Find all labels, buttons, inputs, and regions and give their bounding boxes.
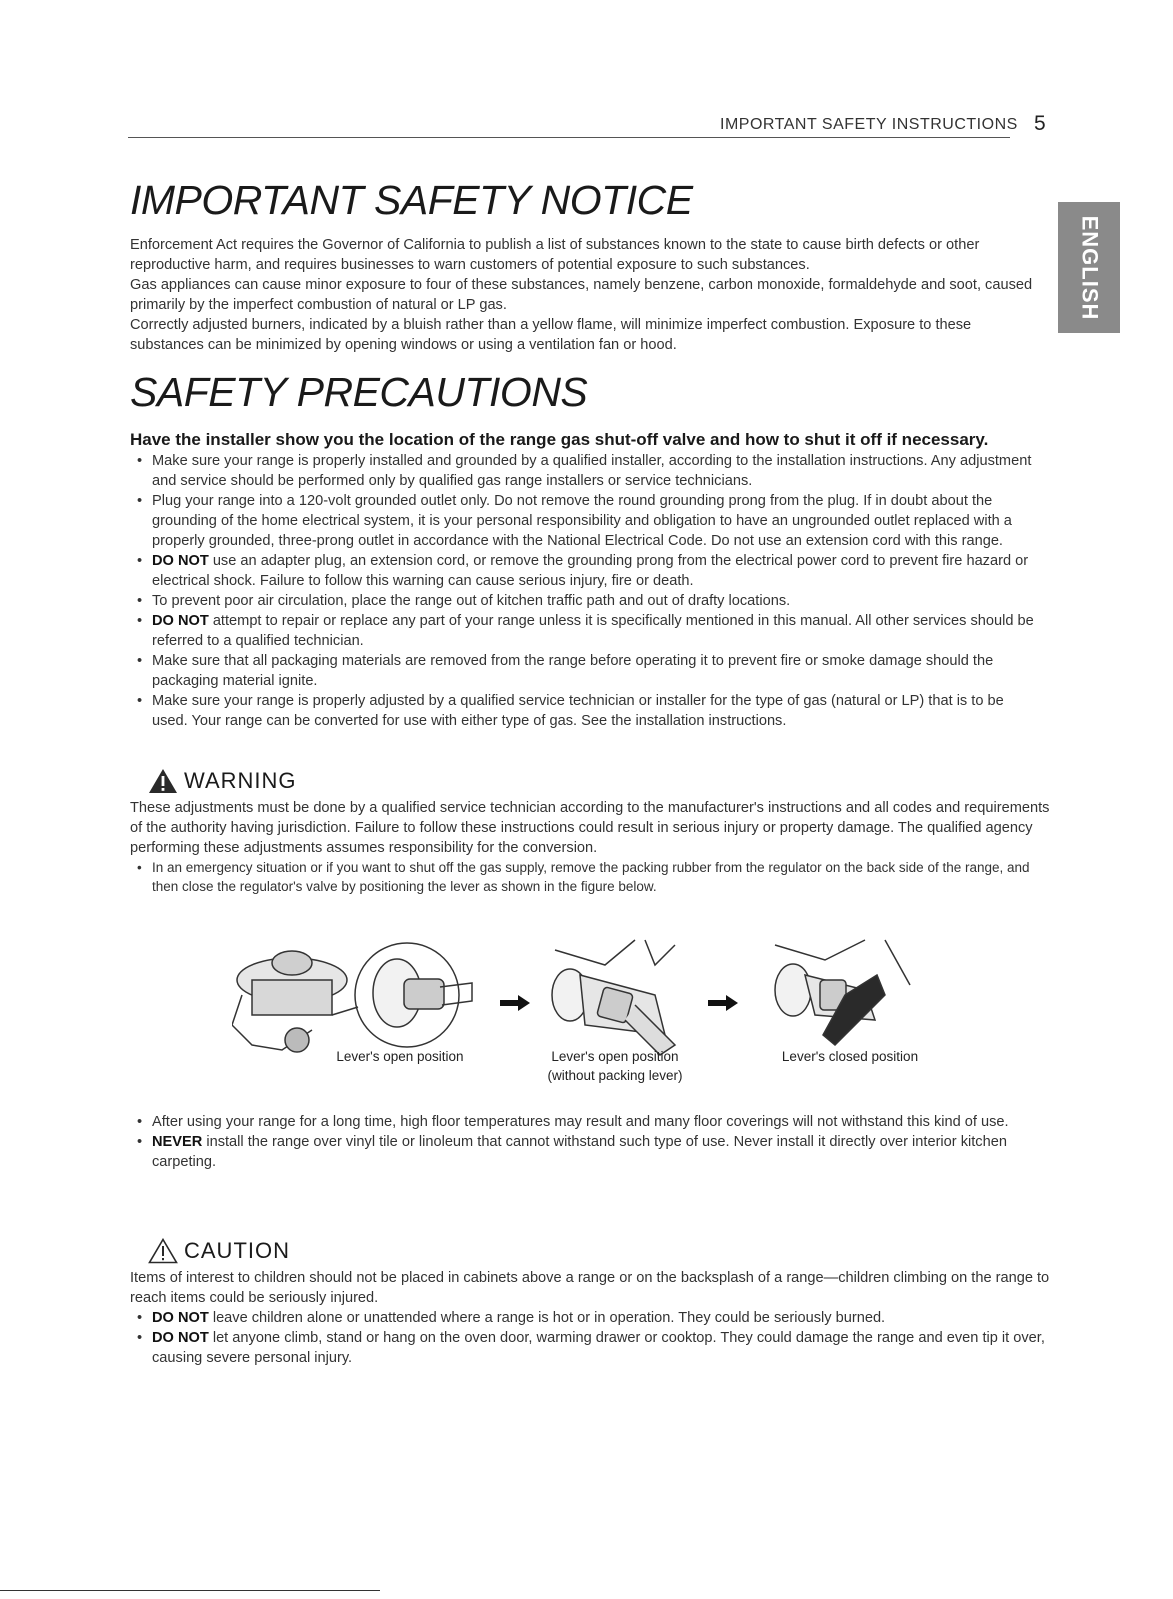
warning-icon: [148, 768, 178, 794]
caution-paragraph: Items of interest to children should not be placed in cabinets above a range or on the backsplash of a range—children climbing on the range to reach items could be seriously injured.: [130, 1270, 1050, 1306]
arrow-right-icon: [708, 995, 738, 1011]
caution-icon: [148, 1238, 178, 1264]
figure-caption: Lever's closed position: [781, 1049, 919, 1064]
regulator-open-figure: [232, 935, 487, 1065]
list-item: • Make sure your range is properly adjusted by a qualified service technician or installer for the type of gas (natural or LP) that is to be used. Your range can be converted for use with either type of gas. See the installation instructions.: [130, 691, 1040, 731]
notice-section: [130, 177, 1040, 355]
notice-paragraph: Gas appliances can cause minor exposure to four of these substances, namely benzene, carbon monoxide, formaldehyde and soot, caused primarily by the imperfect combustion of natural or LP gas.: [130, 277, 1033, 313]
figure-caption: Lever's open position: [336, 1049, 464, 1064]
floor-notes-list: [130, 1112, 1030, 1172]
list-item: • DO NOT attempt to repair or replace any part of your range unless it is specifically mentioned in this manual. All other services should be referred to a qualified technician.: [130, 611, 1040, 651]
lever-closed-figure: [765, 935, 920, 1055]
list-item: • DO NOT use an adapter plug, an extension cord, or remove the grounding prong from the electrical power cord to prevent fire hazard or electrical shock. Failure to follow this warning can cause serious injury, fire or death.: [130, 551, 1040, 591]
page-number: 5: [1034, 112, 1046, 135]
figure-caption: Lever's open position (without packing lever): [547, 1049, 683, 1083]
list-item: • NEVER install the range over vinyl tile or linoleum that cannot withstand such type of use. Never install it directly over interior kitchen carpeting.: [130, 1132, 1030, 1172]
notice-heading: IMPORTANT SAFETY NOTICE: [130, 177, 693, 223]
caution-list: [130, 1308, 1050, 1368]
language-tab-label: ENGLISH: [1077, 215, 1103, 320]
notice-paragraph: Enforcement Act requires the Governor of California to publish a list of substances known to the state to cause birth defects or other reproductive harm, and requires businesses to warn customers of potential exposure to such substances.: [130, 237, 980, 273]
list-item: • In an emergency situation or if you want to shut off the gas supply, remove the packing rubber from the regulator on the back side of the range, and then close the regulator's valve by positioning the lever as shown in the figure below.: [130, 858, 1050, 896]
list-item: • To prevent poor air circulation, place the range out of kitchen traffic path and out of drafty locations.: [130, 591, 1040, 611]
language-tab: [1058, 202, 1120, 333]
precautions-list: [130, 451, 1040, 731]
notice-paragraph: Correctly adjusted burners, indicated by a bluish rather than a yellow flame, will minimize imperfect combustion. Exposure to these substances can be minimized by opening windows or using a ventilation fan or hood.: [130, 317, 972, 353]
precautions-subheading: Have the installer show you the location of the range gas shut-off valve and how to shut it off if necessary.: [130, 430, 989, 449]
list-item: • Plug your range into a 120-volt grounded outlet only. Do not remove the round grounding prong from the plug. If in doubt about the grounding of the home electrical system, it is your personal responsibility and obligation to have an ungrounded outlet replaced with a properly grounded, three-prong outlet in accordance with the National Electrical Code. Do not use an extension cord with this range.: [130, 491, 1040, 551]
lever-open-figure: [545, 935, 695, 1060]
floor-notes: [130, 1112, 1030, 1172]
arrow-right-icon: [500, 995, 530, 1011]
list-item: • Make sure your range is properly installed and grounded by a qualified installer, according to the installation instructions. Any adjustment and service should be performed only by qualified gas range installers or service technicians.: [130, 451, 1040, 491]
precautions-section: [130, 369, 1040, 731]
page-bottom-rule: [0, 1590, 380, 1591]
caution-title: CAUTION: [148, 1238, 1050, 1264]
warning-list: [130, 858, 1050, 896]
running-header: IMPORTANT SAFETY INSTRUCTIONS: [720, 116, 1018, 133]
list-item: • After using your range for a long time, high floor temperatures may result and many floor coverings will not withstand this kind of use.: [130, 1112, 1030, 1132]
warning-paragraph: These adjustments must be done by a qualified service technician according to the manufacturer's instructions and all codes and requirements of the authority having jurisdiction. Failure to follow these instructions could result in serious injury or property damage. The qualified agency performing these adjustments assumes responsibility for the conversion.: [130, 800, 1050, 856]
warning-section: [130, 768, 1050, 896]
list-item: • DO NOT let anyone climb, stand or hang on the oven door, warming drawer or cooktop. They could damage the range and even tip it over, causing severe personal injury.: [130, 1328, 1050, 1368]
caution-section: [130, 1238, 1050, 1368]
header-rule: [128, 137, 1010, 138]
precautions-heading: SAFETY PRECAUTIONS: [130, 369, 588, 415]
list-item: • Make sure that all packaging materials are removed from the range before operating it to prevent fire or smoke damage should the packaging material ignite.: [130, 651, 1040, 691]
warning-title: WARNING: [148, 768, 1050, 794]
list-item: • DO NOT leave children alone or unattended where a range is hot or in operation. They could be seriously burned.: [130, 1308, 1050, 1328]
